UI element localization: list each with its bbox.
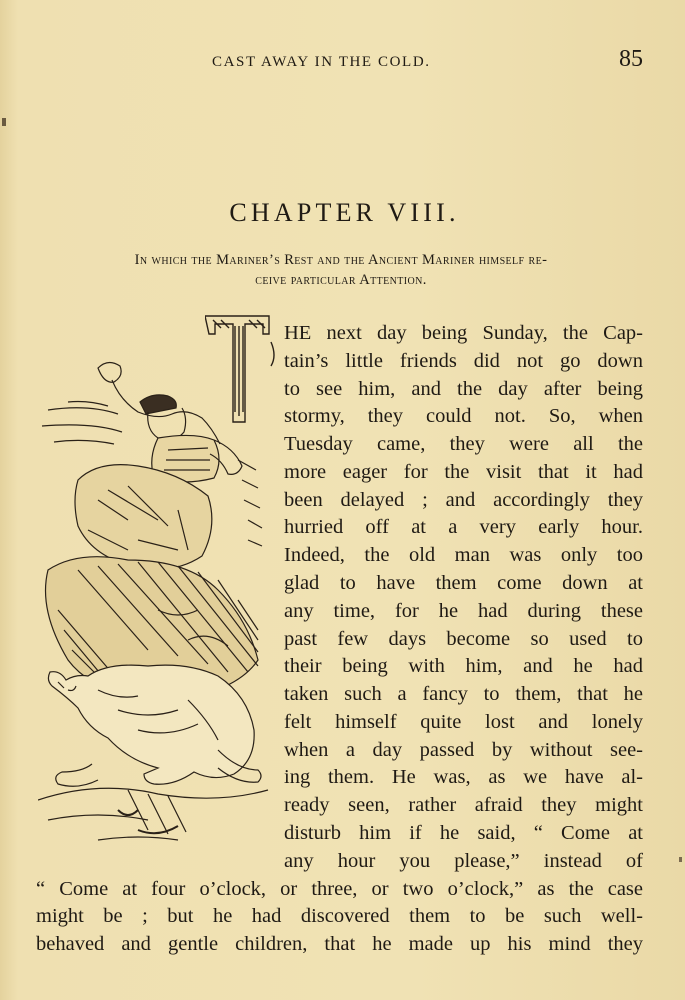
text-line: behaved and gentle children, that he made up his mind they	[36, 933, 643, 955]
text-line: more eager for the visit that it had	[284, 461, 643, 483]
chapter-summary	[36, 250, 646, 290]
text-line: Tuesday came, they were all the	[284, 433, 643, 455]
text-line: glad to have them come down at	[284, 572, 643, 594]
page-edge-mark	[2, 118, 6, 126]
chapter-summary-line: In which the Mariner’s Rest and the Ancient Mariner himself re-	[134, 252, 548, 268]
text-line: their being with him, and he had	[284, 655, 643, 677]
text-line: tain’s little friends did not go down	[284, 350, 643, 372]
text-line: ing them. He was, as we have al-	[284, 766, 643, 788]
text-line: past few days become so used to	[284, 628, 643, 650]
running-title: CAST AWAY IN THE COLD.	[212, 54, 431, 70]
text-line: taken such a fancy to them, that he	[284, 683, 643, 705]
text-line: to see him, and the day after being	[284, 378, 643, 400]
text-line: hurried off at a very early hour.	[284, 516, 643, 538]
text-line: “ Come at four o’clock, or three, or two o’clock,” as the case	[36, 878, 643, 900]
text-line: any time, for he had during these	[284, 600, 643, 622]
text-line: HE next day being Sunday, the Cap-	[284, 322, 643, 344]
page-edge-mark	[679, 857, 682, 862]
chapter-summary-line: ceive particular Attention.	[255, 272, 427, 288]
text-line: Indeed, the old man was only too	[284, 544, 643, 566]
drop-cap-icon	[205, 312, 275, 432]
text-line: might be ; but he had discovered them to be such well-	[36, 905, 643, 927]
text-line: when a day passed by without see-	[284, 739, 643, 761]
text-line: been delayed ; and accordingly they	[284, 489, 643, 511]
text-line: stormy, they could not. So, when	[284, 405, 643, 427]
text-line: any hour you please,” instead of	[284, 850, 643, 872]
text-line: ready seen, rather afraid they might	[284, 794, 643, 816]
page-number: 85	[619, 46, 643, 72]
text-line: disturb him if he said, “ Come at	[284, 822, 643, 844]
chapter-title: CHAPTER VIII.	[229, 198, 460, 227]
text-line: felt himself quite lost and lonely	[284, 711, 643, 733]
